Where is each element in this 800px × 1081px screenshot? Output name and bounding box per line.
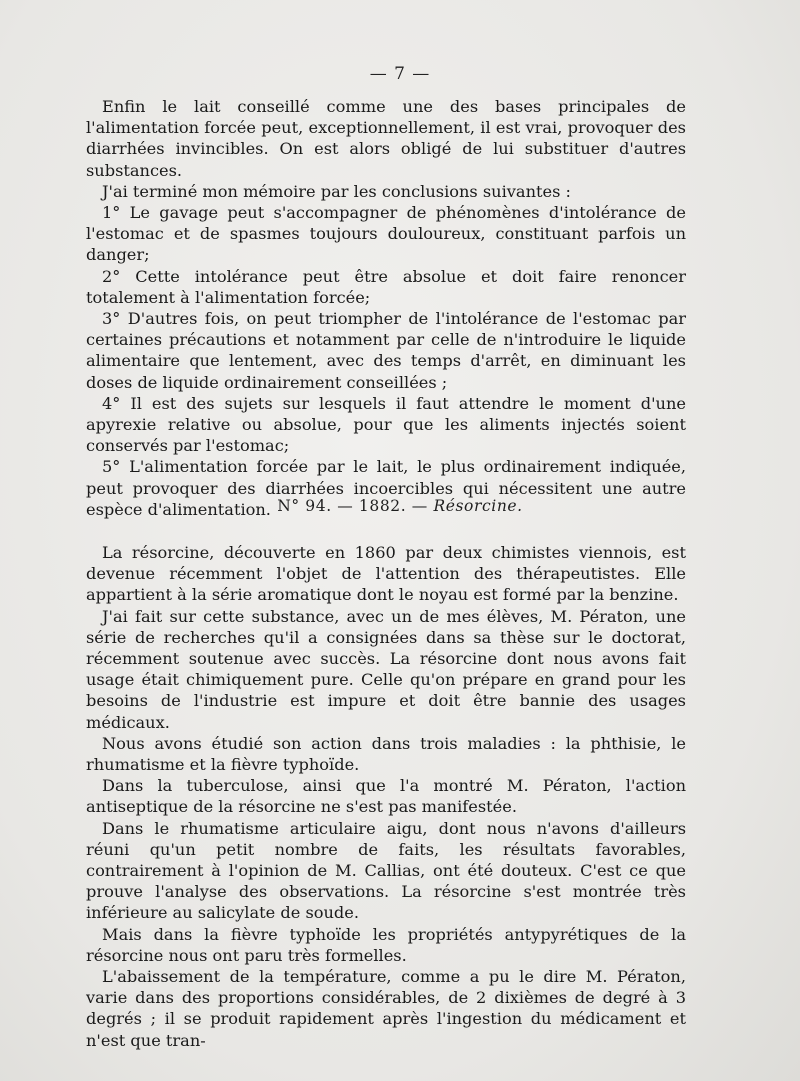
paragraph: Nous avons étudié son action dans trois maladies : la phthisie, le rhumatisme et la fièvre typhoïde. <box>86 733 686 775</box>
paragraph: 4° Il est des sujets sur lesquels il faut attendre le moment d'une apyrexie relative ou absolue, pour que les aliments injectés soient conservés par l'estomac; <box>86 393 686 456</box>
section-heading <box>0 497 800 515</box>
text-block-conclusions <box>86 96 686 520</box>
paragraph: J'ai fait sur cette substance, avec un de mes élèves, M. Pératon, une série de recherches qu'il a consignées dans sa thèse sur le doctorat, récemment soutenue avec succès. La résorcine dont nous avons fait usage était chimiquement pure. Celle qu'on prépare en grand pour les besoins de l'industrie est impure et doit être bannie des usages médicaux. <box>86 606 686 732</box>
paragraph: 5° L'alimentation forcée par le lait, le plus ordinairement indiquée, peut provoquer des diarrhées incoercibles qui nécessitent une autre espèce d'alimentation. <box>86 457 686 519</box>
paragraph: L'abaissement de la température, comme a pu le dire M. Pératon, varie dans des proportions considérables, de 2 dixièmes de degré à 3 degrés ; il se produit rapidement après l'ingestion du médicament et n'est que tran- <box>86 967 686 1050</box>
paragraph: 2° Cette intolérance peut être absolue et doit faire renoncer totalement à l'alimentation forcée; <box>86 266 686 307</box>
paragraph: La résorcine, découverte en 1860 par deux chimistes viennois, est devenue récemment l'objet de l'attention des thérapeutistes. Elle appartient à la série aromatique dont le noyau est formé par la benzine. <box>86 543 686 605</box>
paragraph: 3° D'autres fois, on peut triompher de l'intolérance de l'estomac par certaines précautions et notamment par celle de n'introduire le liquide alimentaire que lentement, avec des temps d'arrêt, en diminuant les doses de liquide ordinairement conseillées ; <box>86 309 686 392</box>
paragraph: J'ai terminé mon mémoire par les conclusions suivantes : <box>102 181 571 201</box>
section-title: Résorcine. <box>433 497 523 515</box>
text-block-resorcine <box>86 542 686 1051</box>
section-number: N° 94. — 1882. — <box>277 497 428 515</box>
paragraph: Enfin le lait conseillé comme une des bases principales de l'alimentation forcée peut, exceptionnellement, il est vrai, provoquer des diarrhées invincibles. On est alors obligé de lui substituer d'autres substances. <box>86 97 686 180</box>
paragraph: 1° Le gavage peut s'accompagner de phénomènes d'intolérance de l'estomac et de spasmes toujours douloureux, constituant parfois un danger; <box>86 203 686 265</box>
paragraph: Dans la tuberculose, ainsi que l'a montré M. Pératon, l'action antiseptique de la résorcine ne s'est pas manifestée. <box>86 776 686 817</box>
paragraph: Mais dans la fièvre typhoïde les propriétés antypyrétiques de la résorcine nous ont paru très formelles. <box>86 924 686 965</box>
paragraph: Dans le rhumatisme articulaire aigu, dont nous n'avons d'ailleurs réuni qu'un petit nombre de faits, les résultats favorables, contrairement à l'opinion de M. Callias, ont été douteux. C'est ce que prouve l'analyse des observations. La résorcine s'est montrée très inférieure au salicylate de soude. <box>86 818 686 923</box>
page-number: — 7 — <box>369 64 431 84</box>
